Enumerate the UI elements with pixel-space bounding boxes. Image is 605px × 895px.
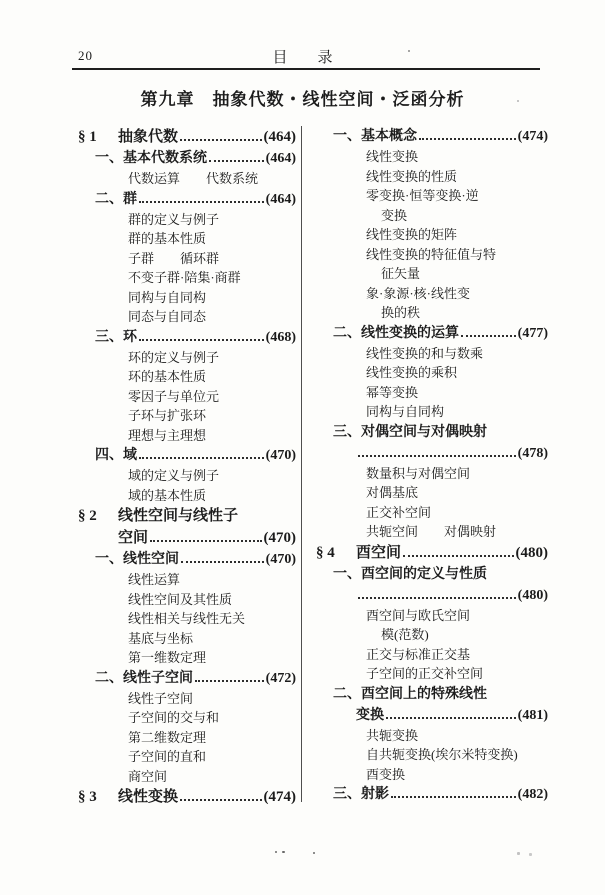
- entry-title: 二、线性变换的运算: [333, 325, 459, 341]
- entry-page-number: (481): [517, 707, 548, 723]
- toc-entry: [78, 629, 296, 649]
- entry-page-number: (482): [517, 787, 548, 802]
- entry-title: 线性变换的和与数乘: [366, 345, 484, 361]
- entry-title: 同构与自同构: [366, 404, 445, 419]
- entry-title: 同构与自同构: [128, 289, 207, 305]
- toc-entry: [316, 625, 548, 645]
- toc-entry: [316, 264, 548, 284]
- entry-page-number: (480): [515, 544, 548, 561]
- entry-page-number: (474): [263, 789, 296, 805]
- dot-leader: [419, 134, 516, 140]
- entry-page-number: (478): [517, 445, 548, 461]
- toc-entry: [316, 664, 548, 684]
- entry-title: 三、对偶空间与对偶映射: [333, 424, 487, 440]
- toc-entry: [316, 383, 548, 403]
- entry-title: 三、射影: [333, 787, 389, 802]
- section-label: § 2: [78, 508, 97, 524]
- entry-page-number: (468): [265, 329, 296, 345]
- toc-entry: [78, 708, 296, 728]
- entry-title: 一、线性空间: [95, 552, 179, 567]
- dot-leader: [195, 676, 264, 682]
- dot-leader: [209, 156, 264, 162]
- dot-leader: [180, 135, 261, 141]
- scan-speck: [275, 851, 277, 853]
- toc-entry: [78, 249, 296, 269]
- toc-column-left: [78, 126, 296, 808]
- entry-title: 不变子群·陪集·商群: [128, 270, 241, 285]
- entry-title: 酉变换: [366, 766, 406, 782]
- entry-title: 线性运算: [128, 572, 181, 587]
- toc-entry: [78, 288, 296, 308]
- section-label: § 4: [316, 544, 335, 561]
- toc-entry: [316, 245, 548, 265]
- toc-entry: [316, 645, 548, 665]
- toc-columns: [78, 126, 548, 808]
- entry-title: 一、基本概念: [333, 129, 417, 144]
- entry-title: 线性空间及其性质: [128, 591, 233, 607]
- dot-leader: [461, 331, 516, 337]
- toc-entry: [78, 549, 296, 570]
- toc-entry: [78, 505, 296, 527]
- entry-title: 数量积与对偶空间: [366, 465, 471, 481]
- entry-title: 子环与扩张环: [128, 408, 207, 423]
- entry-title: 线性子空间: [128, 690, 194, 706]
- entry-title: 变换: [381, 207, 408, 223]
- toc-entry: [78, 406, 296, 426]
- toc-column-right: [316, 126, 548, 808]
- toc-entry: [78, 609, 296, 629]
- toc-entry: [316, 284, 548, 304]
- toc-entry: [78, 148, 296, 169]
- scan-speck: [517, 100, 519, 102]
- toc-entry: [316, 705, 548, 726]
- toc-entry: [316, 323, 548, 344]
- entry-title: 线性空间与线性子: [118, 508, 239, 524]
- entry-title: 酉空间与欧氏空间: [366, 607, 471, 623]
- toc-entry: [78, 387, 296, 407]
- header-rule: [72, 68, 540, 70]
- toc-entry: [78, 210, 296, 230]
- entry-title: 环的定义与例子: [128, 349, 220, 365]
- entry-title: 正交补空间: [366, 504, 432, 520]
- entry-title: 线性变换的矩阵: [366, 227, 458, 242]
- scan-speck: [529, 853, 532, 856]
- entry-title: 环的基本性质: [128, 369, 207, 384]
- entry-title: 子空间的直和: [128, 749, 207, 764]
- entry-title: 域的基本性质: [128, 487, 207, 503]
- toc-entry: [78, 126, 296, 148]
- toc-entry: [78, 268, 296, 288]
- toc-entry: [316, 126, 548, 147]
- toc-entry: [316, 564, 548, 585]
- toc-entry: [78, 466, 296, 486]
- toc-entry: [316, 522, 548, 542]
- toc-entry: [316, 483, 548, 503]
- entry-title: 基底与坐标: [128, 630, 194, 646]
- toc-entry: [316, 606, 548, 626]
- entry-title: 子空间的正交补空间: [366, 666, 484, 681]
- entry-title: 零变换·恒等变换·逆: [366, 188, 479, 203]
- toc-entry: [78, 327, 296, 348]
- entry-title: 模(范数): [381, 627, 429, 642]
- toc-entry: [78, 445, 296, 466]
- entry-title: 线性变换的特征值与特: [366, 246, 497, 262]
- entry-title: 征矢量: [381, 266, 421, 281]
- entry-page-number: (470): [265, 552, 296, 567]
- entry-title: 空间: [118, 530, 149, 546]
- scan-speck: [408, 50, 410, 52]
- toc-entry: [316, 443, 548, 464]
- entry-title: 正交与标准正交基: [366, 646, 471, 662]
- entry-title: 代数运算 代数系统: [128, 171, 259, 186]
- toc-entry: [316, 363, 548, 383]
- entry-title: 四、域: [95, 448, 137, 463]
- toc-entry: [316, 344, 548, 364]
- entry-page-number: (464): [263, 129, 296, 145]
- scan-speck: [313, 852, 315, 854]
- toc-entry: [316, 206, 548, 226]
- page-number: 20: [78, 48, 93, 63]
- toc-entry: [78, 348, 296, 368]
- entry-title: 零因子与单位元: [128, 388, 220, 404]
- toc-entry: [316, 542, 548, 564]
- toc-entry: [316, 167, 548, 187]
- entry-title: 自共轭变换(埃尔米特变换): [366, 747, 518, 762]
- entry-title: 子空间的交与和: [128, 710, 220, 725]
- entry-title: 幂等变换: [366, 384, 419, 400]
- toc-entry: [78, 786, 296, 808]
- dot-leader: [180, 795, 261, 801]
- entry-title: 对偶基底: [366, 485, 419, 500]
- toc-entry: [78, 728, 296, 748]
- toc-entry: [78, 590, 296, 610]
- entry-title: 商空间: [128, 768, 168, 784]
- scan-speck: [282, 851, 285, 853]
- entry-page-number: (470): [265, 448, 296, 463]
- entry-title: 理想与主理想: [128, 427, 207, 443]
- toc-entry: [316, 585, 548, 606]
- entry-title: 线性变换: [366, 149, 419, 164]
- entry-title: 域的定义与例子: [128, 468, 220, 483]
- dot-leader: [139, 453, 264, 459]
- entry-title: 共轭变换: [366, 727, 419, 743]
- entry-title: 变换: [356, 707, 384, 723]
- toc-entry: [316, 422, 548, 443]
- toc-entry: [78, 689, 296, 709]
- entry-title: 共轭空间 对偶映射: [366, 524, 497, 539]
- dot-leader: [181, 557, 264, 563]
- scan-speck: [517, 852, 520, 855]
- toc-entry: [78, 426, 296, 446]
- toc-entry: [316, 784, 548, 805]
- toc-entry: [78, 767, 296, 787]
- entry-title: 线性变换的性质: [366, 168, 458, 184]
- toc-entry: [78, 570, 296, 590]
- toc-entry: [78, 648, 296, 668]
- section-label: § 1: [78, 129, 97, 145]
- entry-title: 二、酉空间上的特殊线性: [333, 686, 487, 702]
- toc-entry: [316, 402, 548, 422]
- entry-title: 群的基本性质: [128, 231, 207, 246]
- toc-entry: [316, 186, 548, 206]
- toc-entry: [78, 189, 296, 210]
- entry-title: 子群 循环群: [128, 250, 220, 266]
- toc-entry: [78, 486, 296, 506]
- dot-leader: [391, 792, 516, 798]
- entry-title: 群的定义与例子: [128, 211, 220, 227]
- entry-page-number: (464): [265, 151, 296, 166]
- toc-entry: [316, 745, 548, 765]
- toc-entry: [316, 503, 548, 523]
- header-title: 目 录: [272, 50, 333, 66]
- entry-page-number: (474): [517, 129, 548, 144]
- entry-page-number: (477): [517, 325, 548, 341]
- entry-page-number: (472): [265, 670, 296, 686]
- entry-title: 抽象代数: [118, 129, 179, 145]
- toc-entry: [78, 169, 296, 189]
- entry-title: 二、群: [95, 191, 137, 207]
- chapter-title: 第九章 抽象代数・线性空间・泛函分析: [140, 90, 465, 109]
- entry-title: 一、基本代数系统: [95, 151, 207, 166]
- dot-leader: [403, 551, 513, 557]
- toc-entry: [316, 303, 548, 323]
- entry-title: 第一维数定理: [128, 650, 207, 665]
- entry-title: 二、线性子空间: [95, 670, 193, 686]
- toc-entry: [78, 307, 296, 327]
- entry-title: 换的秩: [381, 305, 421, 320]
- dot-leader: [358, 593, 516, 599]
- entry-title: 线性相关与线性无关: [128, 611, 246, 626]
- dot-leader: [386, 713, 516, 719]
- toc-entry: [78, 747, 296, 767]
- toc-entry: [316, 147, 548, 167]
- column-divider: [301, 126, 302, 802]
- toc-entry: [78, 668, 296, 689]
- dot-leader: [139, 335, 264, 341]
- toc-entry: [316, 464, 548, 484]
- entry-title: 一、酉空间的定义与性质: [333, 566, 487, 582]
- entry-page-number: (480): [517, 587, 548, 603]
- dot-leader: [150, 536, 261, 542]
- entry-title: 线性变换的乘积: [366, 365, 458, 380]
- entry-title: 同态与自同态: [128, 309, 207, 324]
- entry-page-number: (464): [265, 191, 296, 207]
- entry-title: 三、环: [95, 329, 137, 345]
- toc-entry: [78, 229, 296, 249]
- entry-title: 线性变换: [118, 789, 179, 805]
- toc-entry: [78, 527, 296, 549]
- toc-entry: [78, 367, 296, 387]
- dot-leader: [358, 451, 516, 457]
- dot-leader: [139, 197, 264, 203]
- entry-title: 第二维数定理: [128, 729, 207, 745]
- toc-entry: [316, 765, 548, 785]
- toc-entry: [316, 726, 548, 746]
- toc-entry: [316, 684, 548, 705]
- section-label: § 3: [78, 789, 97, 805]
- entry-page-number: (470): [263, 530, 296, 546]
- entry-title: 象·象源·核·线性变: [366, 285, 470, 301]
- entry-title: 酉空间: [356, 544, 402, 561]
- toc-entry: [316, 225, 548, 245]
